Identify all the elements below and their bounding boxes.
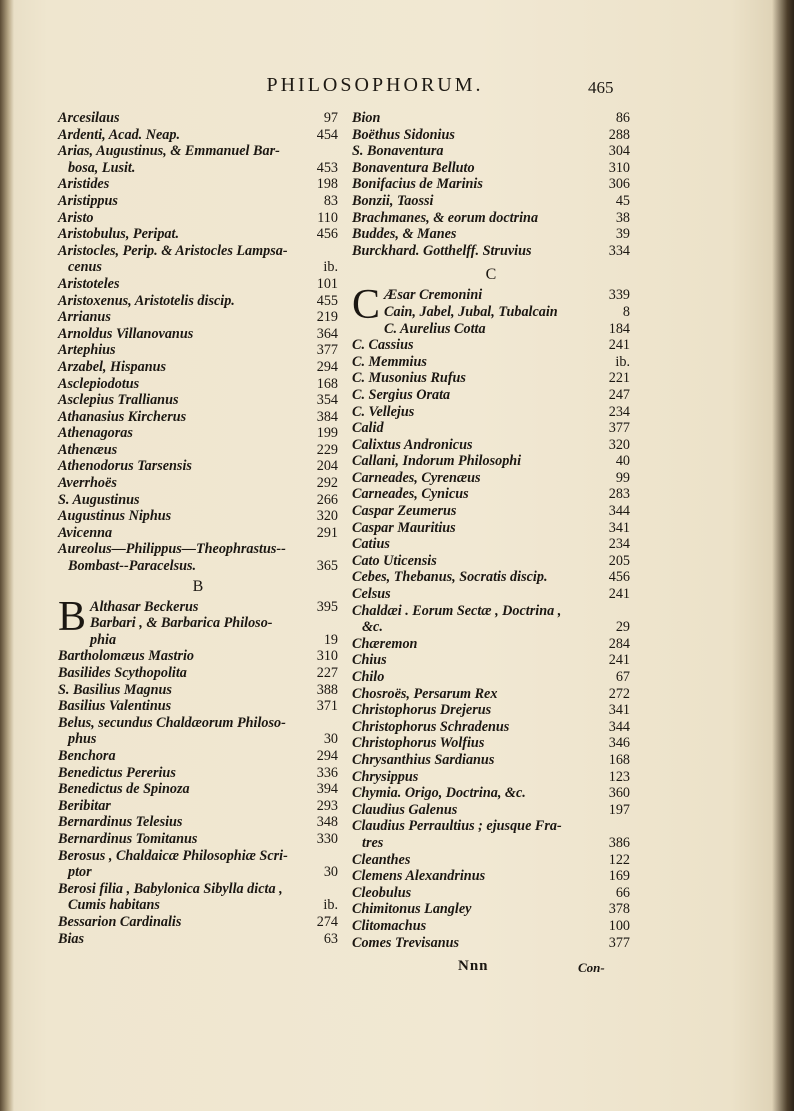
entry-page-number: 454 [316,126,338,143]
entry-name: Arzabel, Hispanus [58,358,167,375]
index-entry [58,326,338,343]
entry-page-number: 63 [323,930,338,947]
entry-page-number: 320 [316,508,338,525]
entry-name: Barbari , & Barbarica Philoso- [90,615,273,632]
entry-name: Caspar Zeumerus [352,503,457,520]
index-entry [352,420,630,437]
entry-name: Cumis habitans [68,897,160,914]
index-entry [58,160,338,177]
entry-page-number: 364 [316,325,338,342]
entry-name: Aristocles, Perip. & Aristocles Lampsa- [58,242,288,259]
entry-name: Basilius Valentinus [58,698,172,715]
index-entry [352,752,630,769]
entry-name: Aristides [58,176,110,193]
index-entry [352,735,630,752]
entry-name: phus [68,731,97,748]
entry-page-number: 266 [316,491,338,508]
index-entry [58,276,338,293]
entry-page-number: 110 [317,209,338,226]
index-entry [352,868,630,885]
entry-name: Arias, Augustinus, & Emmanuel Bar- [58,143,280,160]
entry-page-number: 292 [316,475,338,492]
entry-page-number: 386 [608,834,630,851]
entry-page-number: 272 [608,685,630,702]
index-entry [352,304,630,321]
index-entry [58,492,338,509]
index-entry [352,918,630,935]
entry-page-number: 456 [316,226,338,243]
entry-name: Arnoldus Villanovanus [58,325,194,342]
index-entry [352,785,630,802]
entry-name: S. Augustinus [58,491,140,508]
index-entry [352,835,630,852]
index-entry [58,442,338,459]
index-entry [58,931,338,948]
entry-page-number: 284 [608,635,630,652]
entry-name: bosa, Lusit. [68,159,136,176]
index-entry [352,354,630,371]
index-entry [58,682,338,699]
entry-page-number: 8 [622,303,630,320]
entry-page-number: 288 [608,126,630,143]
entry-name: Berosi filia , Babylonica Sibylla dicta , [58,880,283,897]
index-entry [58,748,338,765]
entry-name: C. Aurelius Cotta [384,320,486,337]
index-entry [352,818,630,835]
index-entry [352,337,630,354]
entry-name: cenus [68,259,102,276]
entry-page-number: 377 [608,934,630,951]
entry-name: Arcesilaus [58,110,120,126]
index-entry [58,176,338,193]
entry-page-number: 456 [608,569,630,586]
index-entry [352,520,630,537]
entry-name: Clitomachus [352,917,427,934]
entry-name: Athenagoras [58,425,133,442]
entry-name: Calid [352,420,384,437]
entry-page-number: 344 [608,718,630,735]
entry-name: Celsus [352,586,391,603]
entry-name: C. Memmius [352,353,427,370]
entry-page-number: 30 [323,864,338,881]
index-entry [352,536,630,553]
catchword: Con- [578,960,605,975]
index-entry [58,558,338,575]
index-entry [352,404,630,421]
entry-name: Averrhoës [58,475,117,492]
dropcap-b: B [58,593,87,640]
entry-name: Athenodorus Tarsensis [58,458,192,475]
entry-name: S. Bonaventura [352,143,444,160]
entry-page-number: 168 [608,751,630,768]
index-entry [58,648,338,665]
index-entry [58,226,338,243]
index-entry [58,914,338,931]
index-entry [58,599,338,616]
entry-name: C. Musonius Rufus [352,370,466,387]
entry-page-number: 334 [608,242,630,259]
entry-page-number: 320 [608,436,630,453]
index-entry [58,293,338,310]
index-entry [58,359,338,376]
entry-name: Bonaventura Belluto [352,159,475,176]
right-column [352,110,630,951]
entry-name: Benchora [58,747,116,764]
index-entry [58,765,338,782]
index-entry [352,110,630,127]
index-entry [352,226,630,243]
entry-page-number: 227 [316,665,338,681]
index-entry [352,852,630,869]
entry-page-number: 205 [608,552,630,569]
entry-name: Bion [352,110,381,126]
entry-page-number: 234 [608,403,630,420]
entry-page-number: 293 [316,797,338,814]
entry-page-number: 310 [608,159,630,176]
entry-name: Æsar Cremonini [384,287,483,304]
index-entry [58,814,338,831]
index-entry [352,210,630,227]
index-entry [352,321,630,338]
entry-name: Benedictus de Spinoza [58,781,190,798]
entry-page-number: ib. [323,897,338,914]
entry-page-number: 219 [316,309,338,326]
entry-page-number: 395 [316,598,338,615]
index-entry [58,127,338,144]
signature-mark: Nnn [458,958,489,974]
entry-name: Aristo [58,209,94,226]
entry-name: C. Sergius Orata [352,386,451,403]
entry-name: Athenæus [58,441,118,458]
entry-name: Athanasius Kircherus [58,408,187,425]
entry-name: Bernardinus Telesius [58,814,183,831]
entry-page-number: 241 [608,586,630,603]
entry-name: Comes Trevisanus [352,934,460,951]
entry-page-number: 377 [316,342,338,359]
entry-name: Clemens Alexandrinus [352,868,486,885]
entry-page-number: 310 [316,648,338,665]
entry-name: Basilides Scythopolita [58,665,187,681]
index-entry [352,243,630,260]
entry-name: Berosus , Chaldaicæ Philosophiæ Scri- [58,847,288,864]
entry-name: Bartholomæus Mastrio [58,648,195,665]
dropcap-c: C [352,282,381,329]
entry-name: Cleobulus [352,884,412,901]
entry-name: Claudius Galenus [352,801,458,818]
entry-name: Bombast--Paracelsus. [68,558,197,575]
left-column [58,110,338,947]
index-entry [352,287,630,304]
entry-page-number: 388 [316,681,338,698]
entry-name: Carneades, Cyrenæus [352,469,481,486]
index-entry [352,569,630,586]
entry-page-number: 30 [323,731,338,748]
entry-name: ptor [68,864,92,881]
entry-name: Chius [352,652,387,669]
index-entry [58,615,338,632]
index-entry [352,686,630,703]
entry-name: Avicenna [58,524,113,541]
index-entry [58,143,338,160]
entry-name: Aristobulus, Peripat. [58,226,180,243]
entry-name: Callani, Indorum Philosophi [352,453,522,470]
index-entry [58,897,338,914]
entry-name: Bessarion Cardinalis [58,913,182,930]
entry-name: Cato Uticensis [352,552,437,569]
index-entry [58,376,338,393]
index-entry [58,831,338,848]
entry-page-number: 348 [316,814,338,831]
index-entry [352,769,630,786]
entry-name: Althasar Beckerus [90,598,199,615]
entry-name: Augustinus Niphus [58,508,172,525]
entry-page-number: 354 [316,392,338,409]
entry-page-number: 99 [615,469,630,486]
entry-page-number: 97 [323,110,338,126]
entry-name: Brachmanes, & eorum doctrina [352,209,539,226]
entry-name: Chæremon [352,635,418,652]
entry-name: Buddes, & Manes [352,226,457,243]
entry-name: Chilo [352,669,385,685]
entry-page-number: 100 [608,917,630,934]
entry-page-number: 101 [316,275,338,292]
entry-name: Asclepiodotus [58,375,140,392]
entry-page-number: 304 [608,143,630,160]
index-entry [58,698,338,715]
index-entry [58,665,338,682]
entry-name: Boëthus Sidonius [352,126,455,143]
index-entry [352,387,630,404]
index-entry [58,798,338,815]
index-entry [352,652,630,669]
entry-page-number: 394 [316,781,338,798]
entry-page-number: 66 [615,884,630,901]
index-entry [352,143,630,160]
entry-page-number: 346 [608,735,630,752]
entry-name: Bias [58,930,85,947]
entry-page-number: 86 [615,110,630,126]
index-entry [58,259,338,276]
page-number: 465 [588,78,614,97]
entry-name: C. Cassius [352,337,414,354]
entry-name: Cebes, Thebanus, Socratis discip. [352,569,548,586]
entry-page-number: 306 [608,176,630,193]
entry-page-number: 247 [608,386,630,403]
entry-page-number: 221 [608,370,630,387]
entry-name: Catius [352,536,390,553]
entry-page-number: 39 [615,226,630,243]
entry-page-number: 40 [615,453,630,470]
entry-name: Aristippus [58,192,118,209]
entry-page-number: 336 [316,764,338,781]
page-gutter-shadow [0,0,14,1111]
entry-name: &c. [362,619,383,636]
index-entry [58,243,338,260]
entry-page-number: 199 [316,425,338,442]
entry-name: Bernardinus Tomitanus [58,830,198,847]
entry-name: Aristoteles [58,275,120,292]
entry-page-number: 360 [608,785,630,802]
index-entry [352,486,630,503]
entry-name: Bonifacius de Marinis [352,176,483,193]
index-entry [58,632,338,649]
entry-page-number: 67 [615,669,630,685]
entry-name: Aristoxenus, Aristotelis discip. [58,292,235,309]
entry-page-number: 274 [316,913,338,930]
running-head: PHILOSOPHORUM. [266,74,484,96]
index-entry [58,210,338,227]
index-entry [352,160,630,177]
index-entry [352,619,630,636]
entry-name: C. Vellejus [352,403,415,420]
entry-page-number: 83 [323,192,338,209]
entry-name: Claudius Perraultius ; ejusque Fra- [352,818,562,835]
entry-page-number: 384 [316,408,338,425]
index-entry [58,781,338,798]
index-entry [352,603,630,620]
entry-name: Cain, Jabel, Jubal, Tubalcain [384,303,558,320]
entry-page-number: 184 [608,320,630,337]
entry-name: Caspar Mauritius [352,519,456,536]
page-edge-shadow [772,0,794,1111]
index-entry [352,127,630,144]
entry-name: Carneades, Cynicus [352,486,469,503]
entry-page-number: 29 [615,619,630,636]
entry-page-number: 19 [323,631,338,648]
entry-page-number: 169 [608,868,630,885]
entry-name: Artephius [58,342,116,359]
entry-name: Benedictus Pererius [58,764,176,781]
index-entry [352,176,630,193]
entry-page-number: 283 [608,486,630,503]
entry-page-number: 241 [608,337,630,354]
entry-name: Arrianus [58,309,111,326]
entry-name: tres [362,834,384,851]
entry-name: Cleanthes [352,851,411,868]
entry-name: Calixtus Andronicus [352,436,473,453]
entry-page-number: 378 [608,901,630,918]
entry-page-number: 453 [316,159,338,176]
index-entry [58,715,338,732]
entry-name: Aureolus—Philippus—Theophrastus-- [58,541,286,558]
index-entry [352,885,630,902]
entry-page-number: 365 [316,558,338,575]
entry-page-number: 122 [608,851,630,868]
index-entry [58,309,338,326]
entry-name: Christophorus Drejerus [352,702,492,719]
index-entry [352,901,630,918]
entry-name: Chymia. Origo, Doctrina, &c. [352,785,526,802]
entry-name: Chimitonus Langley [352,901,472,918]
entry-name: Christophorus Schradenus [352,718,510,735]
entry-page-number: 341 [608,702,630,719]
entry-page-number: 294 [316,747,338,764]
entry-page-number: 198 [316,176,338,193]
index-entry [58,409,338,426]
index-entry [58,193,338,210]
entry-name: Beribitar [58,797,111,814]
entry-page-number: 330 [316,830,338,847]
entry-name: Chrysanthius Sardianus [352,751,495,768]
entry-page-number: 38 [615,209,630,226]
entry-page-number: 204 [316,458,338,475]
entry-page-number: 455 [316,292,338,309]
index-entry [352,702,630,719]
index-entry [58,731,338,748]
entry-page-number: 344 [608,503,630,520]
index-entry [58,425,338,442]
index-entry [58,864,338,881]
entry-page-number: ib. [615,353,630,370]
index-entry [58,541,338,558]
entry-page-number: 241 [608,652,630,669]
entry-name: S. Basilius Magnus [58,681,172,698]
index-entry [352,802,630,819]
entry-page-number: 234 [608,536,630,553]
index-entry [352,719,630,736]
index-entry [58,475,338,492]
entry-name: Ardenti, Acad. Neap. [58,126,181,143]
index-entry [58,848,338,865]
entry-name: Chosroës, Persarum Rex [352,685,498,702]
index-entry [352,503,630,520]
entry-name: Christophorus Wolfius [352,735,485,752]
entry-name: Chrysippus [352,768,419,785]
entry-name: Asclepius Trallianus [58,392,179,409]
index-entry [352,453,630,470]
index-entry [352,437,630,454]
index-entry [352,935,630,952]
entry-page-number: 294 [316,358,338,375]
entry-page-number: 229 [316,441,338,458]
section-letter-b: B [192,577,204,595]
index-entry [58,342,338,359]
entry-page-number: 291 [316,524,338,541]
entry-page-number: 371 [316,698,338,715]
index-entry [352,193,630,210]
index-entry [58,110,338,127]
entry-name: Burckhard. Gotthelff. Struvius [352,242,532,259]
entry-page-number: 377 [608,420,630,437]
index-entry [352,586,630,603]
index-entry [58,508,338,525]
index-entry [352,470,630,487]
index-entry [352,669,630,686]
index-entry [58,392,338,409]
index-entry [58,881,338,898]
index-entry [58,458,338,475]
index-entry [352,636,630,653]
entry-page-number: 341 [608,519,630,536]
entry-page-number: 123 [608,768,630,785]
entry-page-number: 168 [316,375,338,392]
entry-page-number: ib. [323,259,338,276]
entry-page-number: 45 [615,192,630,209]
index-entry [352,553,630,570]
entry-page-number: 197 [608,801,630,818]
entry-name: Belus, secundus Chaldæorum Philoso- [58,714,286,731]
index-entry [352,370,630,387]
entry-name: Chaldæi . Eorum Sectæ , Doctrina , [352,602,562,619]
section-letter-c: C [485,266,497,284]
entry-name: Bonzii, Taossi [352,192,434,209]
entry-page-number: 339 [608,287,630,304]
index-entry [58,525,338,542]
entry-name: phia [90,631,117,648]
